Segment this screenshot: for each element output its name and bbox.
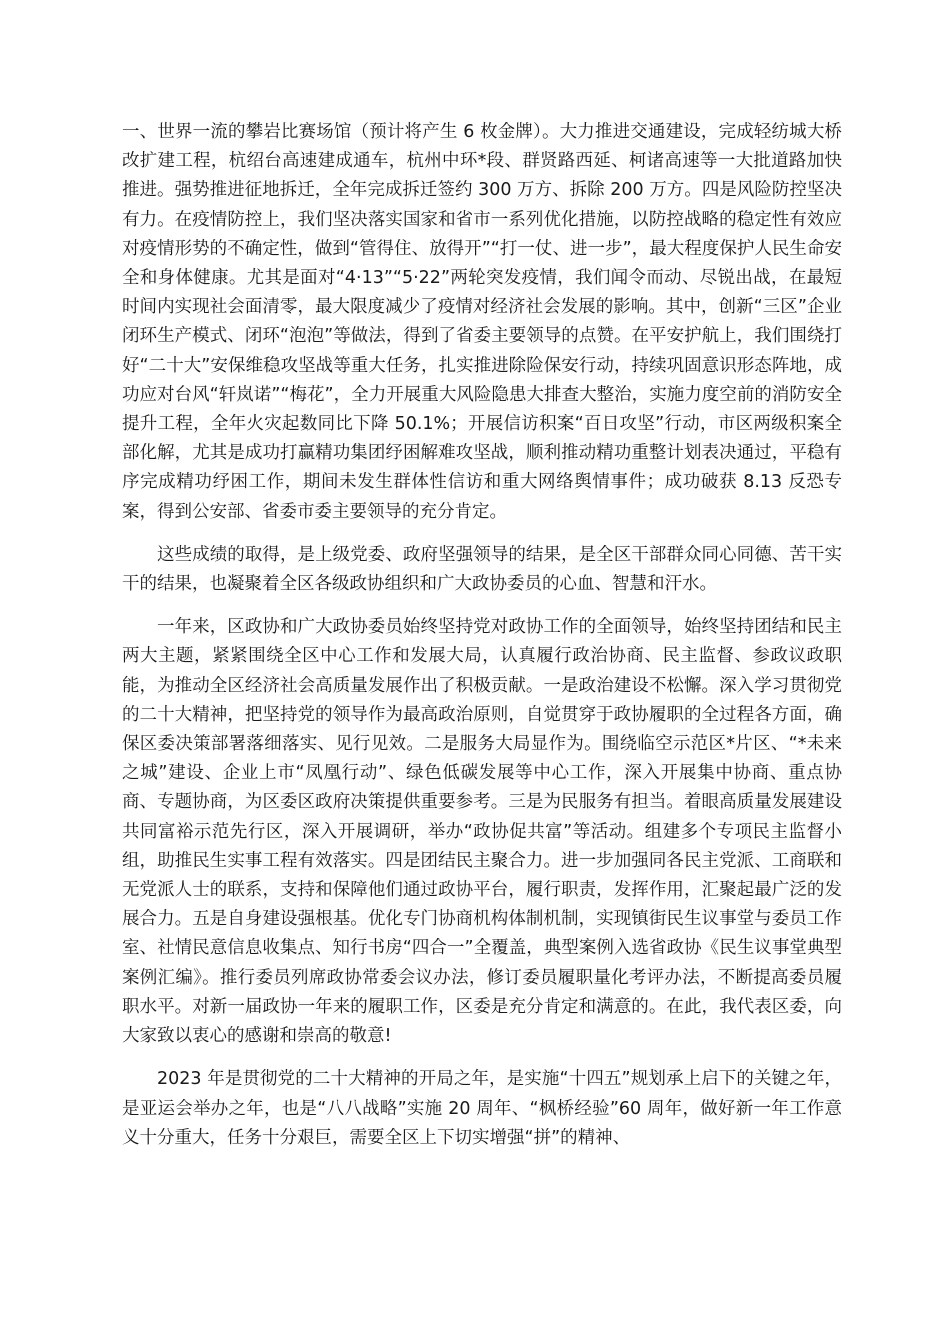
paragraph-2: 这些成绩的取得，是上级党委、政府坚强领导的结果，是全区干部群众同心同德、苦干实干的结果，也凝聚着全区各级政协组织和广大政协委员的心血、智慧和汗水。 xyxy=(122,544,842,595)
paragraph-3: 一年来，区政协和广大政协委员始终坚持党对政协工作的全面领导，始终坚持团结和民主两大主题，紧紧围绕全区中心工作和发展大局，认真履行政治协商、民主监督、参政议政职能，为推动全区经济社会高质量发展作出了积极贡献。一是政治建设不松懈。深入学习贯彻党的二十大精神，把坚持党的领导作为最高政治原则，自觉贯穿于政协履职的全过程各方面，确保区委决策部署落细落实、见行见效。二是服务大局显作为。围绕临空示范区*片区、“*未来之城”建设、企业上市“凤凰行动”、绿色低碳发展等中心工作，深入开展集中协商、重点协商、专题协商，为区委区政府决策提供重要参考。三是为民服务有担当。着眼高质量发展建设共同富裕示范先行区，深入开展调研，举办“政协促共富”等活动。组建多个专项民主监督小组，助推民生实事工程有效落实。四是团结民主聚合力。进一步加强同各民主党派、工商联和无党派人士的联系，支持和保障他们通过政协平台，履行职责，发挥作用，汇聚起最广泛的发展合力。五是自身建设强根基。优化专门协商机构体制机制，实现镇街民生议事堂与委员工作室、社情民意信息收集点、知行书房“四合一”全覆盖，典型案例入选省政协《民生议事堂典型案例汇编》。推行委员列席政协常委会议办法，修订委员履职量化考评办法，不断提高委员履职水平。对新一届政协一年来的履职工作，区委是充分肯定和满意的。在此，我代表区委，向大家致以衷心的感谢和崇高的敬意! xyxy=(122,617,842,1047)
document-body xyxy=(122,118,842,1167)
paragraph-1: 一、世界一流的攀岩比赛场馆（预计将产生 6 枚金牌）。大力推进交通建设，完成轻纺城大桥改扩建工程，杭绍台高速建成通车，杭州中环*段、群贤路西延、柯诸高速等一大批道路加快推进。强势推进征地拆迁，全年完成拆迁签约 300 万方、拆除 200 万方。四是风险防控坚决有力。在疫情防控上，我们坚决落实国家和省市一系列优化措施，以防控战略的稳定性有效应对疫情形势的不确定性，做到“管得住、放得开”“打一仗、进一步”，最大程度保护人民生命安全和身体健康。尤其是面对“4·13”“5·22”两轮突发疫情，我们闻令而动、尽锐出战，在最短时间内实现社会面清零，最大限度减少了疫情对经济社会发展的影响。其中，创新“三区”企业闭环生产模式、闭环“泡泡”等做法，得到了省委主要领导的点赞。在平安护航上，我们围绕打好“二十大”安保维稳攻坚战等重大任务，扎实推进除险保安行动，持续巩固意识形态阵地，成功应对台风“轩岚诺”“梅花”，全力开展重大风险隐患大排查大整治，实施力度空前的消防安全提升工程，全年火灾起数同比下降 50.1%；开展信访积案“百日攻坚”行动，市区两级积案全部化解，尤其是成功打赢精功集团纾困解难攻坚战，顺利推动精功重整计划表决通过，平稳有序完成精功纾困工作，期间未发生群体性信访和重大网络舆情事件；成功破获 8.13 反恐专案，得到公安部、省委市委主要领导的充分肯定。 xyxy=(122,122,842,522)
paragraph-4: 2023 年是贯彻党的二十大精神的开局之年，是实施“十四五”规划承上启下的关键之年，是亚运会举办之年，也是“八八战略”实施 20 周年、“枫桥经验”60 周年，做好新一年工作意义十分重大，任务十分艰巨，需要全区上下切实增强“拼”的精神、 xyxy=(122,1069,842,1148)
